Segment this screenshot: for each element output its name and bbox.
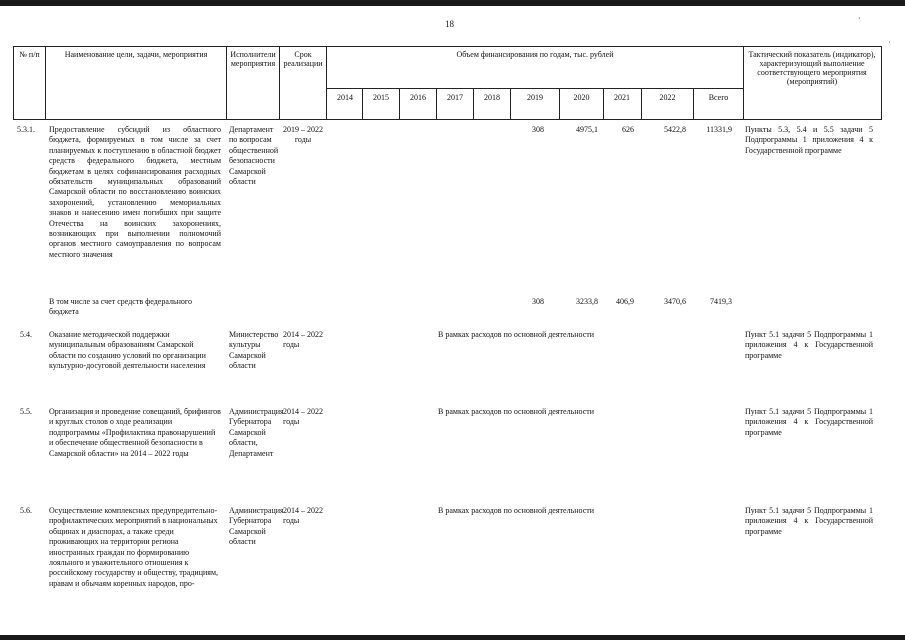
row-num: 5.6.: [20, 506, 32, 515]
year-2019: 2019: [527, 93, 543, 102]
row-funding-note: В рамках расходов по основной деятельности: [438, 330, 595, 339]
header-bottom-line: [13, 119, 882, 120]
year-2017: 2017: [447, 93, 463, 102]
row-indicator: Пункты 5.3, 5.4 и 5.5 задачи 5 Подпрограммы 1 приложения 4 к Государственной программе: [745, 125, 873, 155]
header-num: № п/п: [19, 50, 40, 59]
year-2020: 2020: [573, 93, 590, 102]
page-number: 18: [445, 19, 454, 29]
row-value-2019: 308: [532, 297, 544, 306]
row-name: Предоставление субсидий из областного бюджета, формируемых в том числе за счет планируемых к поступлению в областной бюджет средств федерального бюджета, местным бюджетам в целях софинансирования расходных обязательств муниципальных образований Самарской области по восстановлению воинских захоронений, установлению мемориальных знаков и нанесению имен погибших при защите Отечества на воинских захоронениях, возникающих при выполнении полномочий органов местного самоуправления по вопросам местного значения: [49, 125, 221, 259]
scan-speck: ·: [858, 14, 861, 23]
row-exec: Департамент по вопросам общественной безопасности Самарской области: [229, 125, 279, 187]
row-funding-note: В рамках расходов по основной деятельности: [438, 407, 595, 416]
row-value-total: 7419,3: [710, 297, 732, 306]
header-exec: Исполнители мероприятия: [230, 50, 276, 68]
row-funding-note: В рамках расходов по основной деятельности: [438, 506, 595, 515]
header-term: Срок реализации: [283, 50, 323, 68]
row-name: Организация и проведение совещаний, брифингов и круглых столов о ходе реализации подпрограммы «Профилактика правонарушений и обеспечение общественной безопасности в Самарской области» на 2014 – 2022 годы: [49, 407, 221, 458]
row-indicator: Пункт 5.1 задачи 5 Подпрограммы 1 приложения 4 к Государственной программе: [745, 407, 873, 437]
row-value-total: 11331,9: [706, 125, 732, 134]
year-2014: 2014: [337, 93, 353, 102]
top-scan-border: [0, 0, 905, 6]
year-2022: 2022: [659, 93, 676, 102]
header-indicator: Тактический показатель (индикатор), характеризующий выполнение соответствующего мероприятия (мероприятий): [748, 50, 876, 86]
row-term: 2019 – 2022 годы: [283, 125, 323, 145]
row-value-2022: 5422,8: [664, 125, 686, 134]
row-exec: Администрация Губернатора Самарской области: [229, 506, 284, 547]
row-value-2021: 626: [622, 125, 634, 134]
row-exec: Министерство культуры Самарской области: [229, 330, 279, 371]
header-top-line: [13, 46, 882, 47]
bottom-scan-border: [0, 635, 905, 640]
row-name: В том числе за счет средств федерального бюджета: [49, 297, 192, 317]
row-value-2020: 4975,1: [576, 125, 598, 134]
row-name: Оказание методической поддержки муниципальным образованиям Самарской области по созданию условий по организации культурно-досуговой деятельности населения: [49, 330, 206, 371]
row-value-2019: 308: [532, 125, 544, 134]
row-name: Осуществление комплексных предупредительно-профилактических мероприятий в национальных общинах и диаспорах, а также среди проживающих на территории региона иностранных граждан по формированию лояльного и уважительного отношения к российскому государству и обществу, традициям, нравам и обычаям коренных народов, про-: [49, 506, 219, 588]
header-name: Наименование цели, задачи, мероприятия: [64, 50, 208, 59]
row-value-2020: 3233,8: [576, 297, 598, 306]
year-2016: 2016: [410, 93, 426, 102]
row-term: 2014 – 2022 годы: [283, 407, 323, 427]
table-header: [13, 46, 882, 120]
row-num: 5.4.: [20, 330, 32, 339]
year-total: Всего: [708, 93, 729, 102]
row-term: 2014 – 2022 годы: [283, 330, 323, 350]
row-indicator: Пункт 5.1 задачи 5 Подпрограммы 1 приложения 4 к Государственной программе: [745, 330, 873, 360]
year-2018: 2018: [484, 93, 500, 102]
row-num: 5.3.1.: [17, 125, 35, 134]
row-exec: Администрация Губернатора Самарской области, Департамент: [229, 407, 284, 458]
row-term: 2014 – 2022 годы: [283, 506, 323, 526]
row-indicator: Пункт 5.1 задачи 5 Подпрограммы 1 приложения 4 к Государственной программе: [745, 506, 873, 536]
row-value-2021: 406,9: [616, 297, 634, 306]
row-num: 5.5.: [20, 407, 32, 416]
row-value-2022: 3470,6: [664, 297, 686, 306]
scan-speck: ·: [888, 38, 891, 47]
year-2021: 2021: [614, 93, 630, 102]
header-funding: Объем финансирования по годам, тыс. рублей: [456, 50, 614, 59]
header-years-line: [326, 88, 744, 89]
year-2015: 2015: [373, 93, 389, 102]
